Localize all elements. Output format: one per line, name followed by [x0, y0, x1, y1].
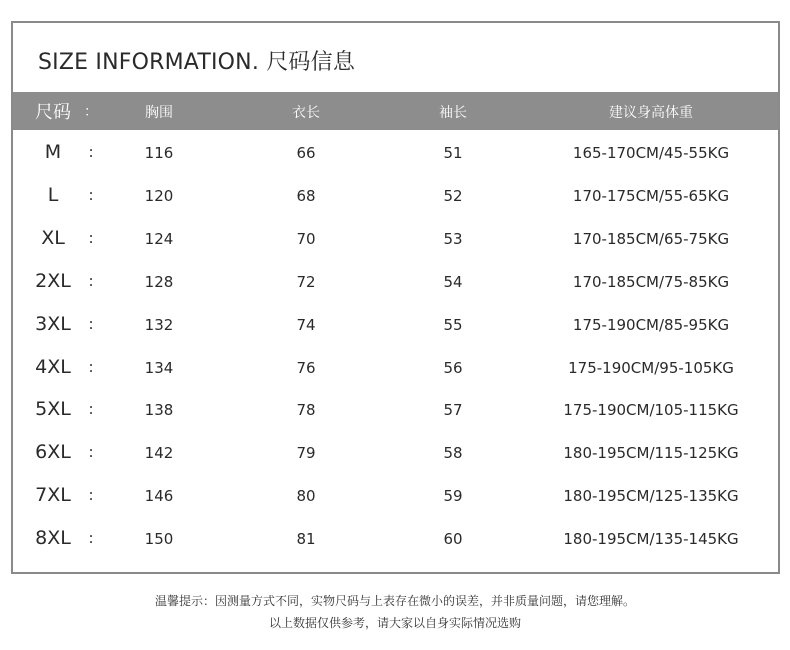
cell-suggest: 175-190CM/95-105KG [568, 358, 734, 377]
cell-chest: 128 [144, 272, 174, 291]
cell-size: 4XL [35, 355, 71, 378]
cell-colon: : [88, 314, 94, 333]
cell-length: 72 [296, 272, 316, 291]
cell-sleeve: 54 [443, 272, 463, 291]
cell-colon: : [88, 400, 94, 419]
cell-sleeve: 53 [443, 229, 463, 248]
header-suggest: 建议身高体重 [609, 105, 693, 121]
size-chart-card [11, 21, 780, 574]
cell-chest: 138 [144, 401, 174, 420]
cell-size: XL [41, 226, 65, 249]
chart-title: SIZE INFORMATION. 尺码信息 [38, 50, 356, 75]
cell-suggest: 180-195CM/135-145KG [563, 530, 739, 549]
cell-colon: : [88, 143, 94, 161]
cell-colon: : [88, 529, 94, 548]
cell-colon: : [88, 185, 94, 204]
cell-sleeve: 57 [443, 401, 463, 420]
cell-length: 70 [296, 229, 316, 248]
cell-suggest: 180-195CM/125-135KG [563, 487, 739, 506]
cell-size: 6XL [35, 441, 71, 464]
cell-chest: 142 [144, 444, 174, 463]
cell-chest: 146 [144, 487, 174, 506]
header-length: 衣长 [292, 105, 320, 121]
cell-size: M [44, 141, 62, 163]
table-row [13, 347, 778, 390]
cell-suggest: 170-175CM/55-65KG [572, 186, 730, 205]
cell-sleeve: 56 [443, 358, 463, 377]
cell-length: 74 [296, 315, 316, 334]
cell-length: 79 [296, 444, 316, 463]
header-colon: ： [84, 104, 98, 120]
cell-chest: 134 [144, 358, 174, 377]
cell-colon: : [88, 271, 94, 290]
cell-chest: 116 [144, 144, 174, 162]
cell-length: 80 [296, 487, 316, 506]
table-row [13, 304, 778, 347]
cell-size: L [47, 183, 59, 206]
cell-colon: : [88, 443, 94, 462]
cell-size: 8XL [35, 527, 71, 550]
cell-suggest: 170-185CM/75-85KG [572, 272, 730, 291]
cell-colon: : [88, 357, 94, 376]
table-row [13, 175, 778, 218]
cell-length: 78 [296, 401, 316, 420]
cell-size: 7XL [35, 484, 71, 507]
cell-chest: 124 [144, 229, 174, 248]
cell-chest: 120 [144, 186, 174, 205]
note-line-1: 温馨提示：因测量方式不同，实物尺码与上表存在微小的误差，并非质量问题，请您理解。 [154, 594, 635, 608]
cell-length: 68 [296, 186, 316, 205]
cell-suggest: 175-190CM/85-95KG [572, 315, 730, 334]
table-header [13, 92, 778, 130]
cell-suggest: 170-185CM/65-75KG [572, 229, 730, 248]
cell-sleeve: 59 [443, 487, 463, 506]
cell-chest: 150 [144, 530, 174, 549]
cell-suggest: 175-190CM/105-115KG [563, 401, 739, 420]
cell-chest: 132 [144, 315, 174, 334]
table-row [13, 432, 778, 475]
cell-colon: : [88, 486, 94, 505]
table-row [13, 475, 778, 518]
note-line-2: 以上数据仅供参考，请大家以自身实际情况选购 [268, 616, 521, 630]
cell-size: 3XL [35, 312, 71, 335]
cell-length: 66 [296, 144, 316, 162]
cell-size: 5XL [35, 398, 71, 421]
header-sleeve: 袖长 [439, 105, 467, 121]
header-size: 尺码 [35, 102, 71, 123]
header-chest: 胸围 [145, 105, 173, 121]
cell-sleeve: 55 [443, 315, 463, 334]
table-row [13, 132, 778, 175]
table-row [13, 218, 778, 261]
cell-colon: : [88, 228, 94, 247]
table-row [13, 389, 778, 432]
cell-sleeve: 58 [443, 444, 463, 463]
cell-sleeve: 52 [443, 186, 463, 205]
cell-suggest: 165-170CM/45-55KG [572, 144, 730, 162]
cell-length: 76 [296, 358, 316, 377]
cell-sleeve: 60 [443, 530, 463, 549]
cell-suggest: 180-195CM/115-125KG [563, 444, 739, 463]
cell-sleeve: 51 [443, 144, 463, 162]
cell-length: 81 [296, 530, 316, 549]
table-row [13, 261, 778, 304]
cell-size: 2XL [35, 269, 71, 292]
table-row [13, 518, 778, 561]
